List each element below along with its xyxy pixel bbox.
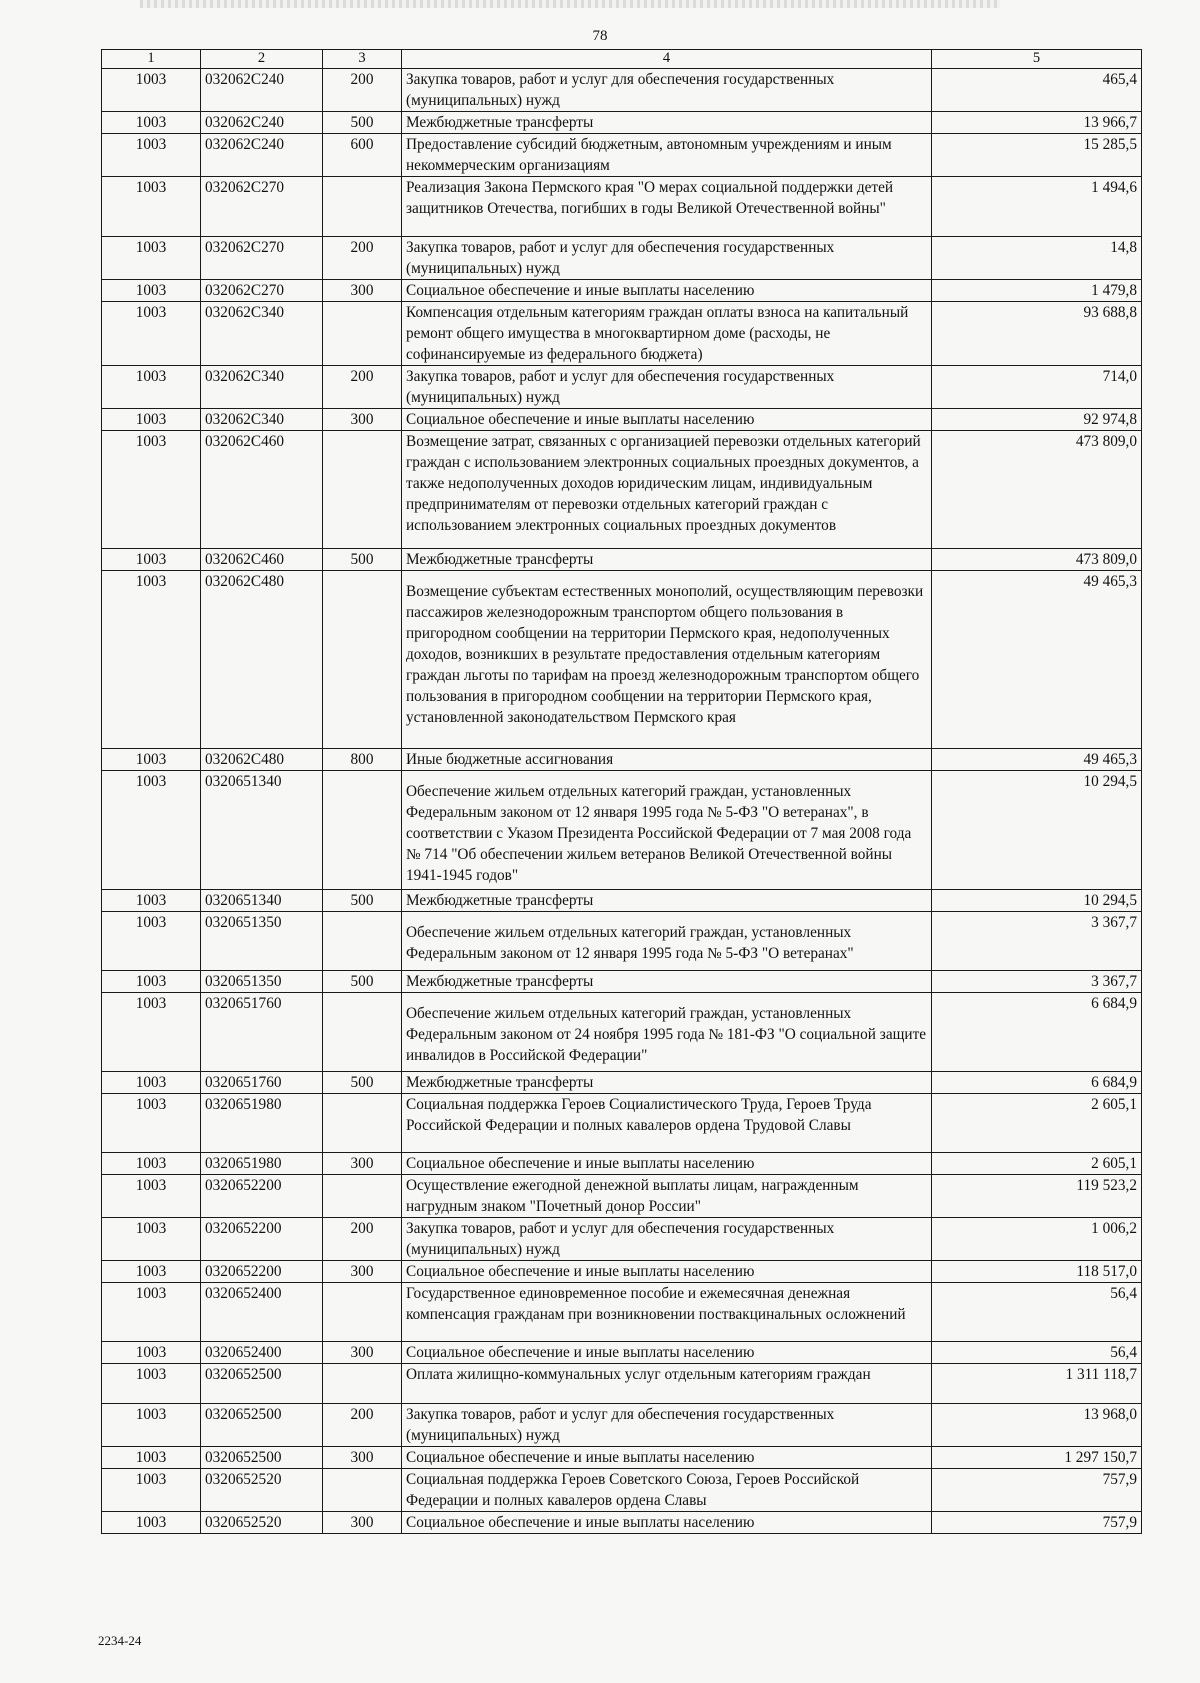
expense-type-cell xyxy=(323,771,402,890)
table-row xyxy=(102,69,1142,112)
expense-type-cell: 500 xyxy=(323,971,402,993)
section-code-cell: 1003 xyxy=(102,112,201,134)
description-cell: Закупка товаров, работ и услуг для обеспечения государственных (муниципальных) нужд xyxy=(402,1404,932,1447)
table-body xyxy=(102,69,1142,1534)
target-article-cell: 0320651340 xyxy=(201,771,323,890)
table-row xyxy=(102,549,1142,571)
expense-type-cell: 300 xyxy=(323,1342,402,1364)
target-article-cell: 0320651350 xyxy=(201,912,323,971)
header-cell-section: 1 xyxy=(102,50,201,69)
section-code-cell: 1003 xyxy=(102,366,201,409)
amount-cell: 2 605,1 xyxy=(932,1094,1142,1153)
amount-cell: 14,8 xyxy=(932,237,1142,280)
amount-cell: 13 966,7 xyxy=(932,112,1142,134)
section-code-cell: 1003 xyxy=(102,302,201,366)
table-row xyxy=(102,134,1142,177)
table-row xyxy=(102,1404,1142,1447)
target-article-cell: 032062С240 xyxy=(201,134,323,177)
expense-type-cell: 300 xyxy=(323,280,402,302)
section-code-cell: 1003 xyxy=(102,409,201,431)
target-article-cell: 032062С460 xyxy=(201,549,323,571)
header-cell-amount: 5 xyxy=(932,50,1142,69)
expense-type-cell: 300 xyxy=(323,1153,402,1175)
expense-type-cell xyxy=(323,1364,402,1404)
description-cell: Социальное обеспечение и иные выплаты населению xyxy=(402,409,932,431)
description-cell: Возмещение затрат, связанных с организацией перевозки отдельных категорий граждан с использованием электронных социальных проездных документов, а также недополученных доходов юридическим лицам, индивидуальным предпринимателям от перевозки отдельных категорий граждан с использованием электронных социальных проездных документов xyxy=(402,431,932,549)
section-code-cell: 1003 xyxy=(102,69,201,112)
amount-cell: 473 809,0 xyxy=(932,431,1142,549)
amount-cell: 6 684,9 xyxy=(932,1072,1142,1094)
expense-type-cell: 300 xyxy=(323,1447,402,1469)
description-cell: Оплата жилищно-коммунальных услуг отдельным категориям граждан xyxy=(402,1364,932,1404)
description-cell: Социальное обеспечение и иные выплаты населению xyxy=(402,1512,932,1534)
expense-type-cell xyxy=(323,302,402,366)
section-code-cell: 1003 xyxy=(102,177,201,237)
table-row xyxy=(102,1218,1142,1261)
amount-cell: 15 285,5 xyxy=(932,134,1142,177)
target-article-cell: 0320652500 xyxy=(201,1447,323,1469)
expense-type-cell xyxy=(323,177,402,237)
amount-cell: 56,4 xyxy=(932,1342,1142,1364)
target-article-cell: 0320652400 xyxy=(201,1342,323,1364)
table-row xyxy=(102,409,1142,431)
expense-type-cell: 200 xyxy=(323,69,402,112)
expense-type-cell: 200 xyxy=(323,1404,402,1447)
table-row xyxy=(102,1072,1142,1094)
target-article-cell: 032062С340 xyxy=(201,409,323,431)
amount-cell: 473 809,0 xyxy=(932,549,1142,571)
section-code-cell: 1003 xyxy=(102,1072,201,1094)
table-row xyxy=(102,1342,1142,1364)
section-code-cell: 1003 xyxy=(102,912,201,971)
table-row xyxy=(102,366,1142,409)
amount-cell: 1 494,6 xyxy=(932,177,1142,237)
target-article-cell: 0320652200 xyxy=(201,1175,323,1218)
description-cell: Межбюджетные трансферты xyxy=(402,971,932,993)
expense-type-cell xyxy=(323,912,402,971)
section-code-cell: 1003 xyxy=(102,1218,201,1261)
header-row xyxy=(102,50,1142,69)
amount-cell: 49 465,3 xyxy=(932,749,1142,771)
amount-cell: 49 465,3 xyxy=(932,571,1142,749)
table-row xyxy=(102,771,1142,890)
description-cell: Социальное обеспечение и иные выплаты населению xyxy=(402,280,932,302)
section-code-cell: 1003 xyxy=(102,1283,201,1342)
table-row xyxy=(102,1153,1142,1175)
section-code-cell: 1003 xyxy=(102,1342,201,1364)
header-cell-expense-type: 3 xyxy=(323,50,402,69)
section-code-cell: 1003 xyxy=(102,237,201,280)
amount-cell: 10 294,5 xyxy=(932,890,1142,912)
description-cell: Социальное обеспечение и иные выплаты населению xyxy=(402,1342,932,1364)
section-code-cell: 1003 xyxy=(102,1512,201,1534)
expense-type-cell: 600 xyxy=(323,134,402,177)
table-row xyxy=(102,431,1142,549)
target-article-cell: 032062С340 xyxy=(201,302,323,366)
footer-document-code: 2234-24 xyxy=(98,1633,142,1648)
table-row xyxy=(102,971,1142,993)
section-code-cell: 1003 xyxy=(102,749,201,771)
expense-type-cell xyxy=(323,1283,402,1342)
amount-cell: 93 688,8 xyxy=(932,302,1142,366)
section-code-cell: 1003 xyxy=(102,1447,201,1469)
target-article-cell: 032062С270 xyxy=(201,177,323,237)
table-row xyxy=(102,302,1142,366)
target-article-cell: 0320652200 xyxy=(201,1218,323,1261)
amount-cell: 757,9 xyxy=(932,1512,1142,1534)
target-article-cell: 0320652400 xyxy=(201,1283,323,1342)
section-code-cell: 1003 xyxy=(102,431,201,549)
description-cell: Государственное единовременное пособие и ежемесячная денежная компенсация гражданам при возникновении поствакцинальных осложнений xyxy=(402,1283,932,1342)
description-cell: Закупка товаров, работ и услуг для обеспечения государственных (муниципальных) нужд xyxy=(402,1218,932,1261)
description-cell: Предоставление субсидий бюджетным, автономным учреждениям и иным некоммерческим организациям xyxy=(402,134,932,177)
expense-type-cell: 500 xyxy=(323,1072,402,1094)
target-article-cell: 0320651980 xyxy=(201,1153,323,1175)
description-cell: Социальная поддержка Героев Социалистического Труда, Героев Труда Российской Федерации и полных кавалеров ордена Трудовой Славы xyxy=(402,1094,932,1153)
section-code-cell: 1003 xyxy=(102,280,201,302)
description-cell: Компенсация отдельным категориям граждан оплаты взноса на капитальный ремонт общего имущества в многоквартирном доме (расходы, не софинансируемые из федерального бюджета) xyxy=(402,302,932,366)
section-code-cell: 1003 xyxy=(102,571,201,749)
table-row xyxy=(102,1469,1142,1512)
description-cell: Обеспечение жильем отдельных категорий граждан, установленных Федеральным законом от 12 января 1995 года № 5-ФЗ "О ветеранах", в соответствии с Указом Президента Российской Федерации от 7 мая 2008 года № 714 "Об обеспечении жильем ветеранов Великой Отечественной войны 1941-1945 годов" xyxy=(402,771,932,890)
target-article-cell: 032062С480 xyxy=(201,749,323,771)
expense-type-cell: 200 xyxy=(323,237,402,280)
target-article-cell: 032062С240 xyxy=(201,112,323,134)
section-code-cell: 1003 xyxy=(102,1469,201,1512)
scan-artifact xyxy=(140,0,1000,8)
expense-type-cell xyxy=(323,571,402,749)
description-cell: Возмещение субъектам естественных монополий, осуществляющим перевозки пассажиров железнодорожным транспортом общего пользования в пригородном сообщении на территории Пермского края, недополученных доходов, возникших в результате предоставления отдельным категориям граждан льготы по тарифам на проезд железнодорожным транспортом общего пользования в пригородном сообщении на территории Пермского края, установленной законодательством Пермского края xyxy=(402,571,932,749)
section-code-cell: 1003 xyxy=(102,993,201,1072)
section-code-cell: 1003 xyxy=(102,771,201,890)
table-row xyxy=(102,1283,1142,1342)
target-article-cell: 0320652520 xyxy=(201,1469,323,1512)
header-cell-target-article: 2 xyxy=(201,50,323,69)
expense-type-cell: 300 xyxy=(323,1261,402,1283)
description-cell: Закупка товаров, работ и услуг для обеспечения государственных (муниципальных) нужд xyxy=(402,237,932,280)
amount-cell: 1 311 118,7 xyxy=(932,1364,1142,1404)
description-cell: Закупка товаров, работ и услуг для обеспечения государственных (муниципальных) нужд xyxy=(402,366,932,409)
table-row xyxy=(102,280,1142,302)
target-article-cell: 0320652520 xyxy=(201,1512,323,1534)
target-article-cell: 0320651980 xyxy=(201,1094,323,1153)
expense-type-cell xyxy=(323,1094,402,1153)
amount-cell: 118 517,0 xyxy=(932,1261,1142,1283)
target-article-cell: 0320651760 xyxy=(201,1072,323,1094)
description-cell: Реализация Закона Пермского края "О мерах социальной поддержки детей защитников Отечества, погибших в годы Великой Отечественной войны" xyxy=(402,177,932,237)
expense-type-cell xyxy=(323,1469,402,1512)
table-row xyxy=(102,890,1142,912)
target-article-cell: 032062С270 xyxy=(201,280,323,302)
amount-cell: 13 968,0 xyxy=(932,1404,1142,1447)
target-article-cell: 032062С340 xyxy=(201,366,323,409)
target-article-cell: 0320652500 xyxy=(201,1404,323,1447)
amount-cell: 92 974,8 xyxy=(932,409,1142,431)
description-cell: Обеспечение жильем отдельных категорий граждан, установленных Федеральным законом от 12 января 1995 года № 5-ФЗ "О ветеранах" xyxy=(402,912,932,971)
section-code-cell: 1003 xyxy=(102,890,201,912)
amount-cell: 465,4 xyxy=(932,69,1142,112)
expense-type-cell: 500 xyxy=(323,549,402,571)
target-article-cell: 0320652500 xyxy=(201,1364,323,1404)
description-cell: Социальная поддержка Героев Советского Союза, Героев Российской Федерации и полных кавалеров ордена Славы xyxy=(402,1469,932,1512)
table-row xyxy=(102,177,1142,237)
amount-cell: 1 297 150,7 xyxy=(932,1447,1142,1469)
header-cell-description: 4 xyxy=(402,50,932,69)
description-cell: Межбюджетные трансферты xyxy=(402,1072,932,1094)
target-article-cell: 0320651350 xyxy=(201,971,323,993)
table-row xyxy=(102,112,1142,134)
target-article-cell: 0320652200 xyxy=(201,1261,323,1283)
description-cell: Межбюджетные трансферты xyxy=(402,112,932,134)
table-row xyxy=(102,993,1142,1072)
expense-type-cell: 300 xyxy=(323,409,402,431)
section-code-cell: 1003 xyxy=(102,1261,201,1283)
expense-type-cell: 200 xyxy=(323,366,402,409)
expense-type-cell: 500 xyxy=(323,112,402,134)
amount-cell: 10 294,5 xyxy=(932,771,1142,890)
amount-cell: 119 523,2 xyxy=(932,1175,1142,1218)
amount-cell: 6 684,9 xyxy=(932,993,1142,1072)
section-code-cell: 1003 xyxy=(102,549,201,571)
target-article-cell: 0320651340 xyxy=(201,890,323,912)
description-cell: Социальное обеспечение и иные выплаты населению xyxy=(402,1447,932,1469)
description-cell: Иные бюджетные ассигнования xyxy=(402,749,932,771)
amount-cell: 714,0 xyxy=(932,366,1142,409)
amount-cell: 56,4 xyxy=(932,1283,1142,1342)
expense-type-cell xyxy=(323,1175,402,1218)
table-row xyxy=(102,1094,1142,1153)
amount-cell: 3 367,7 xyxy=(932,912,1142,971)
section-code-cell: 1003 xyxy=(102,1175,201,1218)
section-code-cell: 1003 xyxy=(102,1364,201,1404)
table-row xyxy=(102,1261,1142,1283)
section-code-cell: 1003 xyxy=(102,971,201,993)
target-article-cell: 032062С270 xyxy=(201,237,323,280)
table-row xyxy=(102,237,1142,280)
table-row xyxy=(102,1175,1142,1218)
description-cell: Межбюджетные трансферты xyxy=(402,890,932,912)
target-article-cell: 032062С240 xyxy=(201,69,323,112)
page-number: 78 xyxy=(592,28,608,44)
description-cell: Закупка товаров, работ и услуг для обеспечения государственных (муниципальных) нужд xyxy=(402,69,932,112)
description-cell: Обеспечение жильем отдельных категорий граждан, установленных Федеральным законом от 24 ноября 1995 года № 181-ФЗ "О социальной защите инвалидов в Российской Федерации" xyxy=(402,993,932,1072)
amount-cell: 2 605,1 xyxy=(932,1153,1142,1175)
amount-cell: 1 006,2 xyxy=(932,1218,1142,1261)
target-article-cell: 032062С480 xyxy=(201,571,323,749)
table-row xyxy=(102,1447,1142,1469)
amount-cell: 1 479,8 xyxy=(932,280,1142,302)
expense-type-cell xyxy=(323,993,402,1072)
amount-cell: 757,9 xyxy=(932,1469,1142,1512)
section-code-cell: 1003 xyxy=(102,1153,201,1175)
table-row xyxy=(102,749,1142,771)
budget-table xyxy=(101,49,1142,1534)
target-article-cell: 032062С460 xyxy=(201,431,323,549)
expense-type-cell: 200 xyxy=(323,1218,402,1261)
expense-type-cell: 300 xyxy=(323,1512,402,1534)
table-row xyxy=(102,571,1142,749)
description-cell: Социальное обеспечение и иные выплаты населению xyxy=(402,1261,932,1283)
section-code-cell: 1003 xyxy=(102,1094,201,1153)
table-row xyxy=(102,1364,1142,1404)
expense-type-cell xyxy=(323,431,402,549)
expense-type-cell: 800 xyxy=(323,749,402,771)
description-cell: Межбюджетные трансферты xyxy=(402,549,932,571)
section-code-cell: 1003 xyxy=(102,1404,201,1447)
description-cell: Осуществление ежегодной денежной выплаты лицам, награжденным нагрудным знаком "Почетный донор России" xyxy=(402,1175,932,1218)
target-article-cell: 0320651760 xyxy=(201,993,323,1072)
table-row xyxy=(102,912,1142,971)
amount-cell: 3 367,7 xyxy=(932,971,1142,993)
description-cell: Социальное обеспечение и иные выплаты населению xyxy=(402,1153,932,1175)
section-code-cell: 1003 xyxy=(102,134,201,177)
expense-type-cell: 500 xyxy=(323,890,402,912)
table-row xyxy=(102,1512,1142,1534)
